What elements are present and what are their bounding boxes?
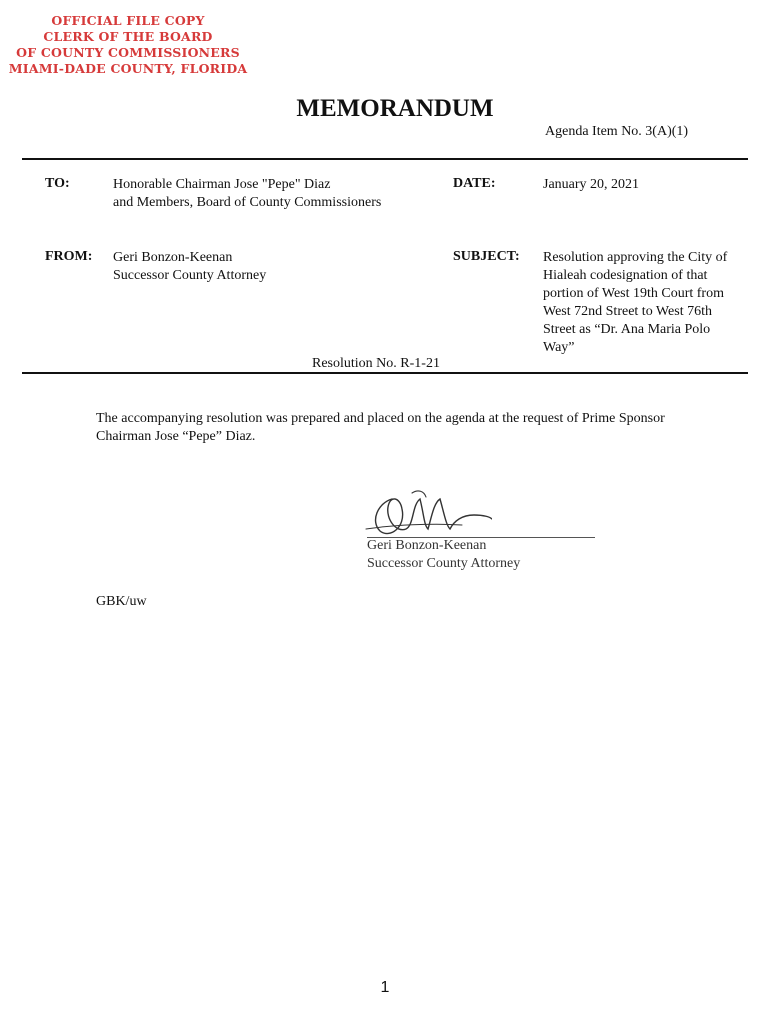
signatory-block: [367, 537, 520, 573]
date-label: DATE:: [453, 176, 496, 191]
header-divider-top: [22, 158, 748, 160]
page-number: 1: [380, 979, 390, 996]
subject-line: portion of West 19th Court from: [543, 286, 724, 301]
typist-initials: GBK/uw: [96, 594, 147, 609]
header-divider-bottom: [22, 372, 748, 374]
memorandum-title: MEMORANDUM: [296, 95, 494, 122]
agenda-item-number: Agenda Item No. 3(A)(1): [545, 124, 689, 139]
body-line: The accompanying resolution was prepared and placed on the agenda at the request of Prime Sponsor: [96, 411, 665, 426]
handwritten-signature: [362, 485, 492, 541]
subject-line: Street as “Dr. Ana Maria Polo: [543, 322, 711, 337]
memo-body: [96, 410, 736, 446]
subject-line: Resolution approving the City of: [543, 250, 728, 265]
subject-line: West 72nd Street to West 76th: [543, 304, 712, 319]
resolution-number: Resolution No. R-1-21: [312, 356, 440, 371]
signatory-title: Successor County Attorney: [367, 556, 521, 571]
date-value: January 20, 2021: [543, 177, 640, 192]
subject-line: Way”: [543, 340, 575, 355]
subject-line: Hialeah codesignation of that: [543, 268, 708, 283]
stamp-line: CLERK OF THE BOARD: [43, 29, 213, 44]
to-line: Honorable Chairman Jose "Pepe" Diaz: [113, 177, 331, 192]
body-line: Chairman Jose “Pepe” Diaz.: [96, 429, 256, 444]
official-file-copy-stamp: [8, 13, 248, 77]
subject-text: [543, 249, 727, 357]
stamp-line: MIAMI-DADE COUNTY, FLORIDA: [8, 61, 248, 76]
to-recipient: [113, 176, 381, 212]
subject-label: SUBJECT:: [453, 249, 520, 264]
signatory-name: Geri Bonzon-Keenan: [367, 538, 487, 553]
stamp-line: OF COUNTY COMMISSIONERS: [16, 45, 240, 60]
to-label: TO:: [45, 176, 70, 191]
from-line: Geri Bonzon-Keenan: [113, 250, 233, 265]
from-sender: [113, 249, 266, 285]
to-line: and Members, Board of County Commissioners: [113, 195, 382, 210]
from-label: FROM:: [45, 249, 93, 264]
stamp-line: OFFICIAL FILE COPY: [51, 13, 205, 28]
from-line: Successor County Attorney: [113, 268, 267, 283]
